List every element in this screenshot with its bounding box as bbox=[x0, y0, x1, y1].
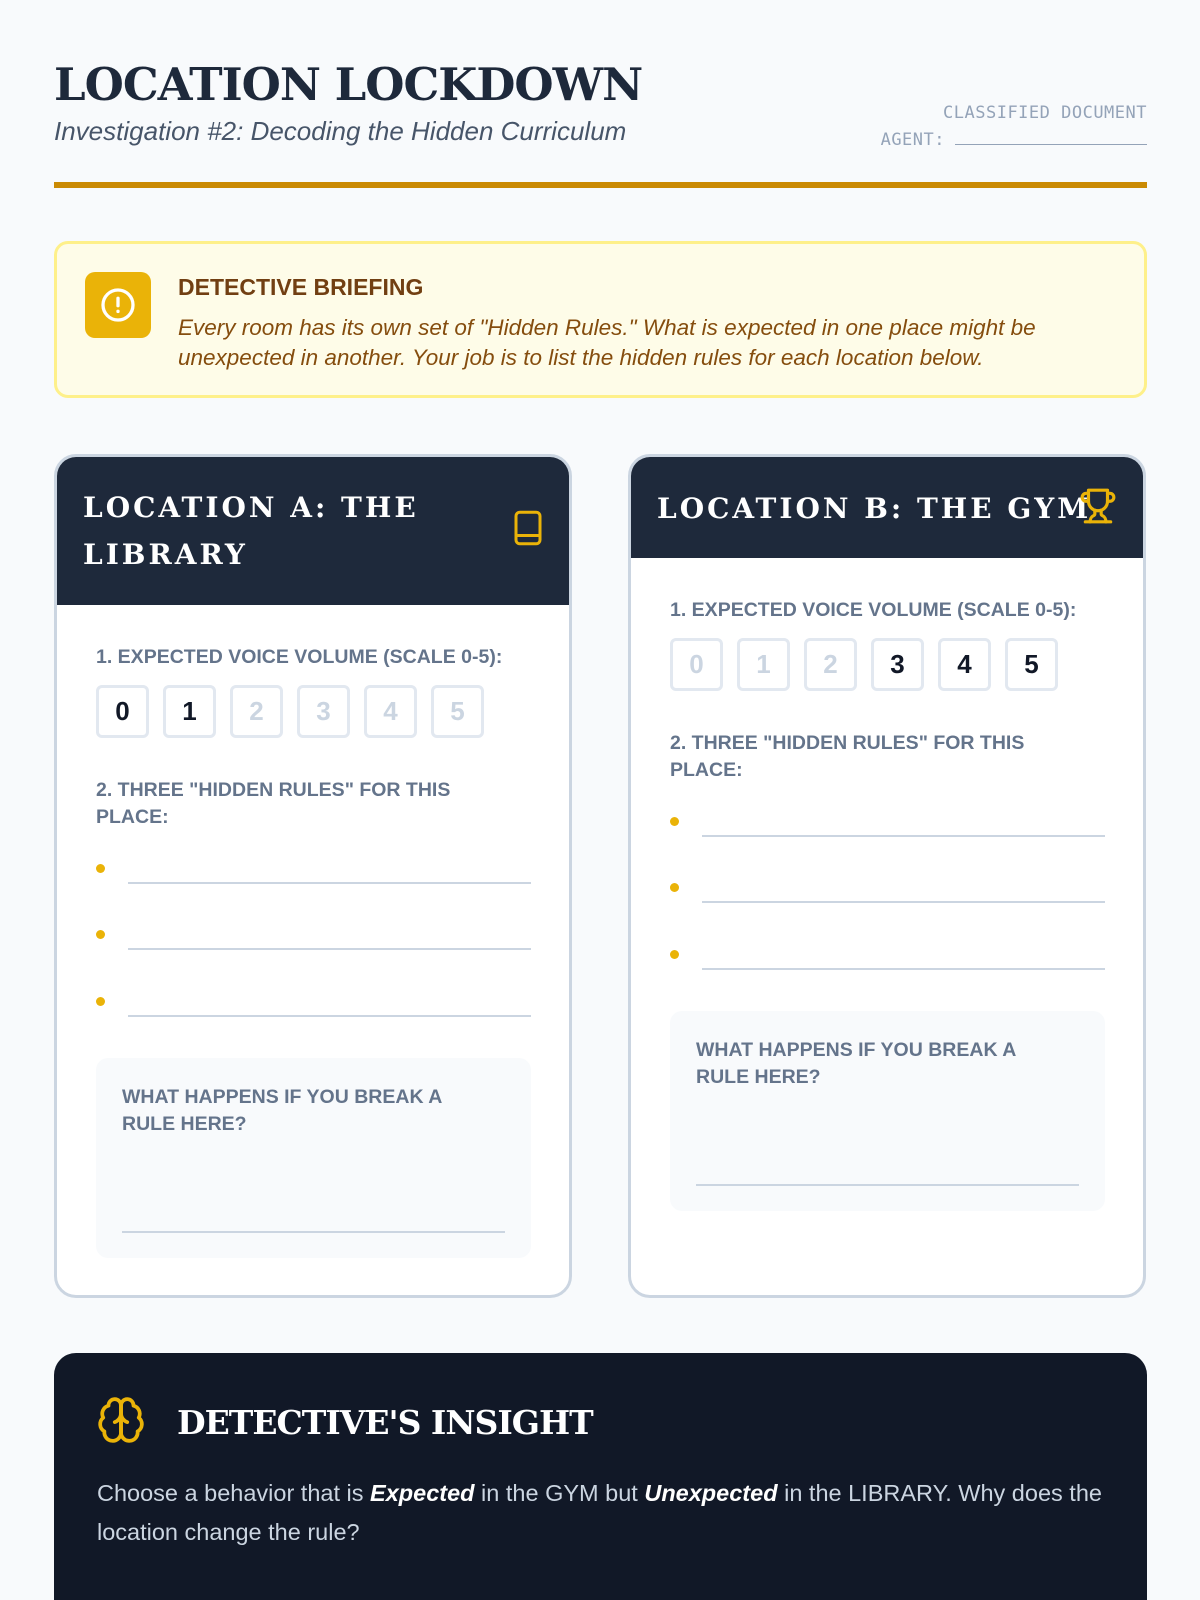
volume-option[interactable]: 3 bbox=[871, 638, 924, 691]
location-a-card bbox=[54, 454, 572, 1298]
trophy-icon bbox=[1079, 487, 1117, 530]
volume-option[interactable]: 2 bbox=[804, 638, 857, 691]
volume-question: 1. EXPECTED VOICE VOLUME (SCALE 0-5): bbox=[96, 646, 503, 668]
answer-line[interactable] bbox=[702, 835, 1105, 837]
volume-option[interactable]: 4 bbox=[364, 685, 417, 738]
location-b-header bbox=[631, 457, 1143, 558]
volume-question: 1. EXPECTED VOICE VOLUME (SCALE 0-5): bbox=[670, 599, 1077, 621]
insight-text-part: Choose a behavior that is bbox=[97, 1480, 371, 1506]
volume-scale bbox=[670, 638, 1058, 691]
bullet-icon bbox=[670, 950, 679, 959]
bullet-icon bbox=[96, 997, 105, 1006]
book-icon bbox=[513, 510, 543, 551]
answer-line[interactable] bbox=[128, 882, 531, 884]
volume-option[interactable]: 1 bbox=[163, 685, 216, 738]
alert-circle-icon bbox=[85, 272, 151, 338]
insight-text-part: in the LIBRARY. Why does the location change the rule? bbox=[97, 1480, 1102, 1545]
classified-stamp bbox=[881, 100, 1147, 154]
insight-emphasis-unexpected: Unexpected bbox=[644, 1480, 778, 1506]
consequence-answer-line[interactable] bbox=[122, 1231, 505, 1233]
answer-line[interactable] bbox=[702, 968, 1105, 970]
page-title: LOCATION LOCKDOWN bbox=[54, 58, 643, 111]
page-subtitle: Investigation #2: Decoding the Hidden Curriculum bbox=[54, 116, 627, 146]
location-b-card bbox=[628, 454, 1146, 1298]
hidden-rule-1[interactable] bbox=[670, 807, 1105, 837]
volume-option[interactable]: 2 bbox=[230, 685, 283, 738]
insight-emphasis-expected: Expected bbox=[370, 1480, 475, 1506]
page-header bbox=[54, 58, 1147, 188]
briefing-title: DETECTIVE BRIEFING bbox=[178, 274, 424, 300]
answer-line[interactable] bbox=[702, 901, 1105, 903]
hidden-rules-question: 2. THREE "HIDDEN RULES" FOR THIS PLACE: bbox=[96, 779, 451, 828]
hidden-rules-question: 2. THREE "HIDDEN RULES" FOR THIS PLACE: bbox=[670, 732, 1025, 781]
consequence-question: WHAT HAPPENS IF YOU BREAK A RULE HERE? bbox=[696, 1039, 1016, 1088]
hidden-rule-2[interactable] bbox=[96, 920, 531, 950]
volume-option[interactable]: 0 bbox=[670, 638, 723, 691]
location-b-title: LOCATION B: THE GYM bbox=[657, 492, 1092, 525]
consequence-answer-line[interactable] bbox=[696, 1184, 1079, 1186]
bullet-icon bbox=[96, 930, 105, 939]
agent-field[interactable] bbox=[881, 127, 1147, 154]
detective-insight bbox=[54, 1353, 1147, 1600]
bullet-icon bbox=[670, 817, 679, 826]
volume-option[interactable]: 3 bbox=[297, 685, 350, 738]
insight-title: DETECTIVE'S INSIGHT bbox=[177, 1403, 593, 1442]
volume-scale bbox=[96, 685, 484, 738]
volume-option[interactable]: 5 bbox=[1005, 638, 1058, 691]
answer-line[interactable] bbox=[128, 948, 531, 950]
volume-option[interactable]: 0 bbox=[96, 685, 149, 738]
hidden-rule-2[interactable] bbox=[670, 873, 1105, 903]
volume-option[interactable]: 1 bbox=[737, 638, 790, 691]
bullet-icon bbox=[96, 864, 105, 873]
classified-label: CLASSIFIED DOCUMENT bbox=[943, 103, 1147, 123]
agent-name-line[interactable] bbox=[955, 131, 1147, 145]
insight-prompt bbox=[97, 1474, 1107, 1552]
insight-text-part: in the GYM but bbox=[474, 1480, 645, 1506]
location-a-header bbox=[57, 457, 569, 605]
answer-line[interactable] bbox=[128, 1015, 531, 1017]
consequence-box bbox=[96, 1058, 531, 1258]
briefing-text: Every room has its own set of "Hidden Rules." What is expected in one place might be unexpected in another. Your job is to list the hidden rules for each location below. bbox=[178, 315, 1036, 370]
brain-icon bbox=[96, 1394, 146, 1451]
hidden-rule-3[interactable] bbox=[670, 940, 1105, 970]
consequence-question: WHAT HAPPENS IF YOU BREAK A RULE HERE? bbox=[122, 1086, 442, 1135]
agent-label: AGENT: bbox=[880, 130, 945, 150]
volume-option[interactable]: 4 bbox=[938, 638, 991, 691]
volume-option[interactable]: 5 bbox=[431, 685, 484, 738]
hidden-rule-1[interactable] bbox=[96, 854, 531, 884]
bullet-icon bbox=[670, 883, 679, 892]
detective-briefing bbox=[54, 241, 1147, 398]
location-a-title: LOCATION A: THE LIBRARY bbox=[83, 491, 419, 571]
consequence-box bbox=[670, 1011, 1105, 1211]
hidden-rule-3[interactable] bbox=[96, 987, 531, 1017]
